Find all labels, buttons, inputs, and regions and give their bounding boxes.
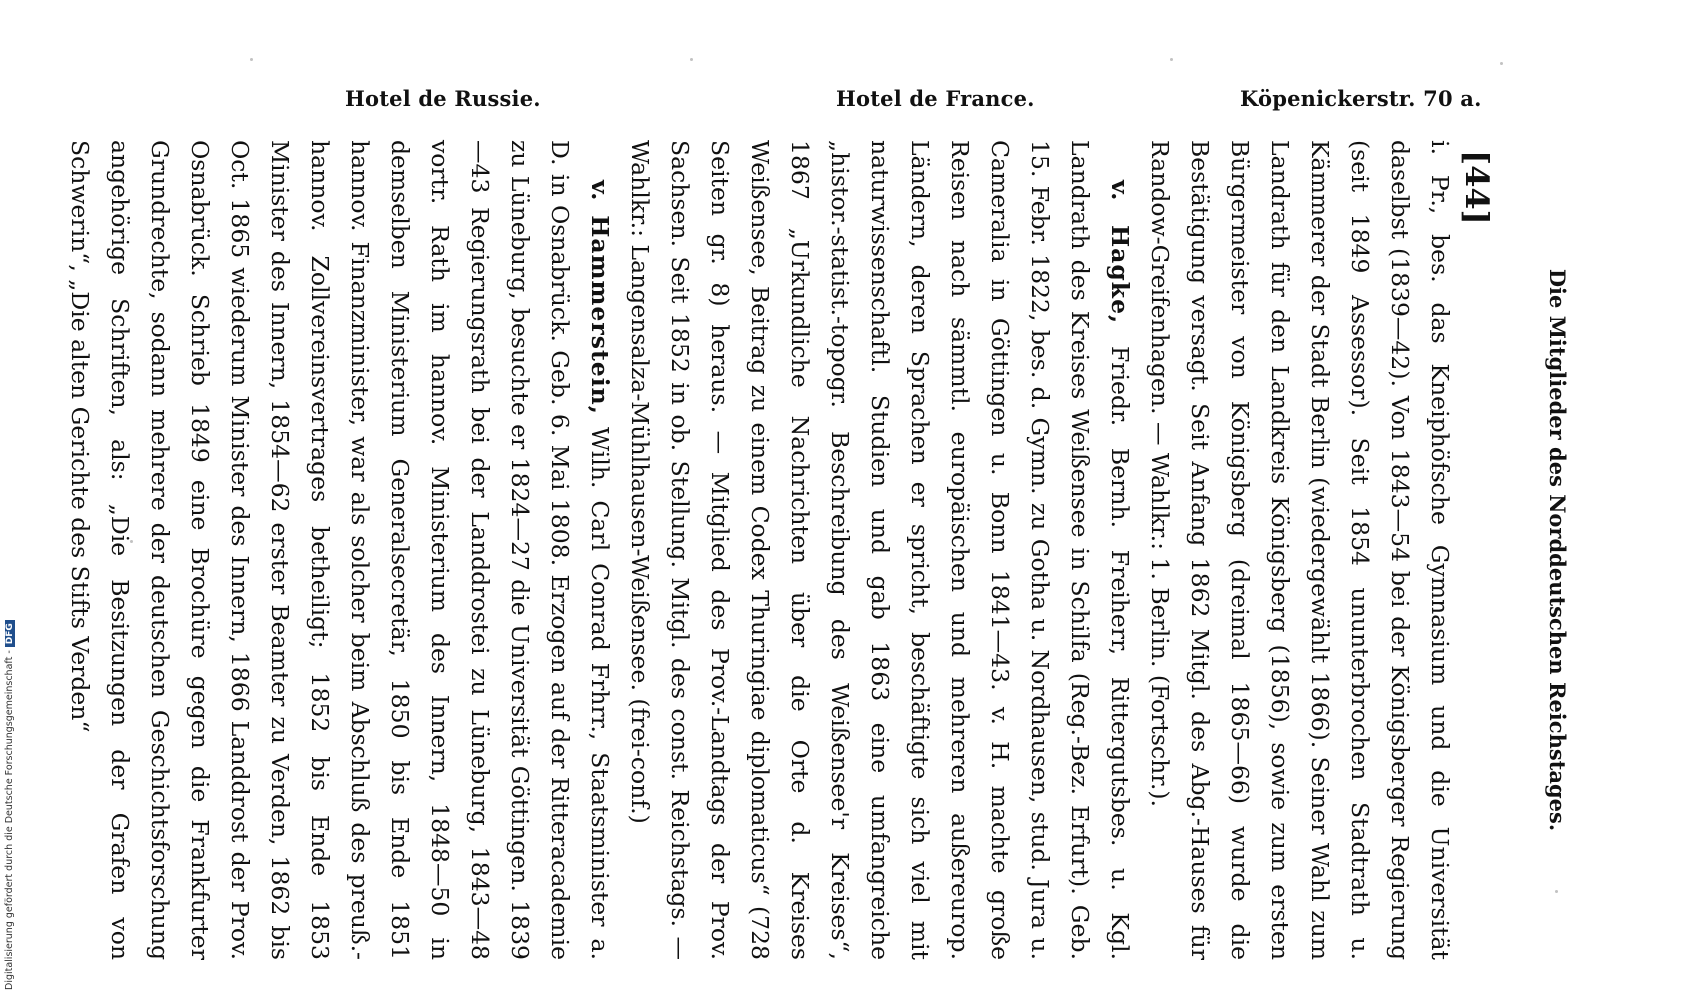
scan-speck (1170, 58, 1173, 61)
entry-hagke (620, 140, 1140, 960)
scan-speck (250, 58, 253, 61)
header-address: Köpenickerstr. 70 a. (1240, 86, 1482, 111)
header-hotel-de-russie: Hotel de Russie. (345, 86, 541, 111)
header-hotel-de-france: Hotel de France. (836, 86, 1035, 111)
scan-speck (690, 58, 693, 61)
credit-text: Digitalisierung gefördert durch die Deutsche Forschungsgemeinschaft - (4, 650, 15, 990)
entry-text: Wilh. Carl Conrad Frhrr., Staatsminister a. D. in Osnabrück. Geb. 6. Mai 1808. Erzogen auf der Ritteracademie zu Lüneburg, besuchte er 1824—27 die Universität Göttingen. 1839—43 Regierungsrath bei der Landdrostei zu Lüneburg, 1843—48 vortr. Rath im hannov. Ministerium des Innern, 1848—50 in demselben Ministerium Generalsecretär, 1850 bis Ende 1851 hannov. Finanzminister, war als solcher beim Abschluß des preuß.-hannov. Zollvereinsvertrages betheiligt; 1852 bis Ende 1853 Minister des Innern, 1854—62 erster Beamter zu Verden, 1862 bis Oct. 1865 wiederum Minister des Innern, 1866 Landdrost der Prov. Osnabrück. Schrieb 1849 eine Brochüre gegen die Frankfurter Grundrechte, sodann mehrere der deutschen Geschichtsforschung angehörige Schriften, als: „Die Besitzungen der Grafen von Schwerin“, „Die alten Gerichte des Stifts Verden“ (66, 140, 614, 960)
entry-name: v. Hammerstein, (586, 180, 614, 415)
dfg-credit (4, 620, 15, 990)
dfg-logo: DFG (5, 620, 15, 647)
rotated-page (66, 140, 1580, 961)
paragraph-continuation: i. Pr., bes. das Kneiphöfsche Gymnasium und die Universität daselbst (1839—42). Von 1843—54 bei der Königsberger Regierung (seit 1849 Assessor). Seit 1854 ununterbrochen Stadtrath u. Kämmerer der Stadt Berlin (wiedergewählt 1866). Seiner Wahl zum Landrath für den Landkreis Königsberg (1856), sowie zum ersten Bürgermeister von Königsberg (dreimal 1865—66) wurde die Bestätigung versagt. Seit Anfang 1862 Mitgl. des Abg.-Hauses für Randow-Greifenhagen. — Wahlkr.: 1. Berlin. (Fortschr.). (1146, 140, 1454, 960)
entry-text: Friedr. Bernh. Freiherr, Rittergutsbes. u. Kgl. Landrath des Kreises Weißensee in Schilfa (Reg.-Bez. Erfurt). Geb. 15. Febr. 1822, bes. d. Gymn. zu Gotha u. Nordhausen, stud. Jura u. Cameralia in Göttingen u. Bonn 1841—43. v. H. machte große Reisen nach sämmtl. europäischen und mehreren außereurop. Ländern, deren Sprachen er spricht, beschäftigte sich viel mit naturwissenschaftl. Studien und gab 1863 eine umfangreiche „histor.-statist.-topogr. Beschreibung des Weißensee'r Kreises“, 1867 „Urkundliche Nachrichten über die Orte d. Kreises Weißensee, Beitrag zu einem Codex Thuringiae diplomaticus“ (728 Seiten gr. 8) heraus. — Mitglied des Prov.-Landtags der Prov. Sachsen. Seit 1852 in ob. Stellung. Mitgl. des const. Reichstags. — Wahlkr.: Langensalza-Mühlhausen-Weißensee. (frei-conf.) (626, 140, 1134, 961)
body-text (60, 140, 1460, 960)
page-number: [44] (1458, 150, 1496, 225)
entry-hammerstein (60, 140, 620, 960)
entry-name: v. Hagke, (1106, 180, 1134, 325)
running-head: Die Mitglieder des Norddeutschen Reichstages. (1545, 268, 1570, 832)
scan-speck (1500, 62, 1503, 65)
